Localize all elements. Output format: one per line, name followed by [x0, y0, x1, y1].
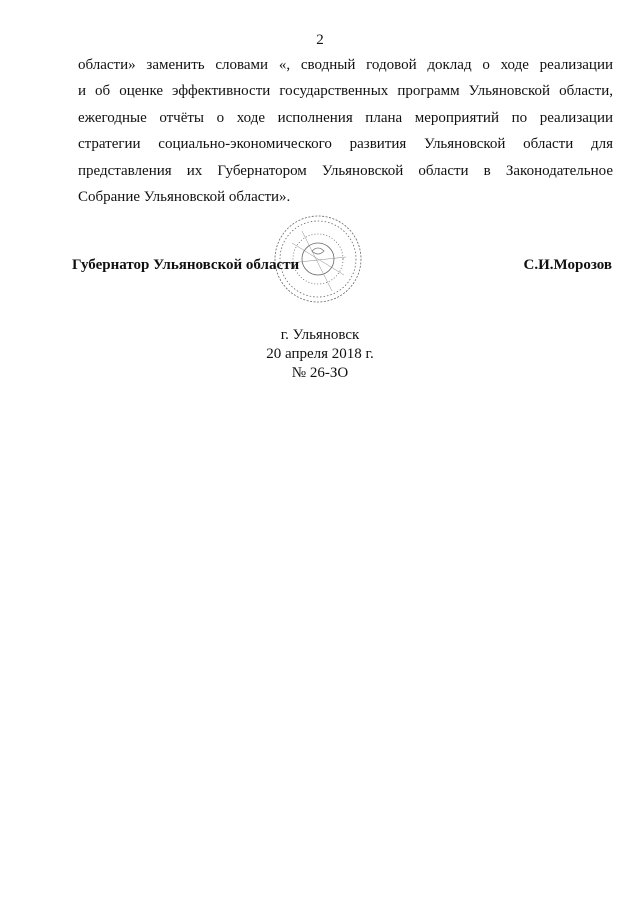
signature-title: Губернатор Ульяновской области [72, 257, 300, 273]
body-line: стратегии социально-экономического развития Ульяновской области для [78, 136, 613, 153]
body-line: Собрание Ульяновской области». [78, 189, 291, 206]
page-number: 2 [316, 32, 324, 48]
footer-number: № 26-ЗО [291, 365, 349, 381]
body-line: представления их Губернатором Ульяновской области в Законодательное [78, 162, 613, 179]
body-line: и об оценке эффективности государственных программ Ульяновской области, [78, 83, 613, 100]
signature-name: С.И.Морозов [523, 257, 612, 273]
body-paragraph [78, 52, 613, 210]
document-footer [0, 326, 640, 383]
footer-city: г. Ульяновск [280, 327, 360, 343]
body-line: области» заменить словами «, сводный годовой доклад о ходе реализации [78, 57, 613, 73]
footer-date: 20 апреля 2018 г. [266, 346, 374, 362]
body-line: ежегодные отчёты о ходе исполнения плана мероприятий по реализации [78, 109, 613, 126]
